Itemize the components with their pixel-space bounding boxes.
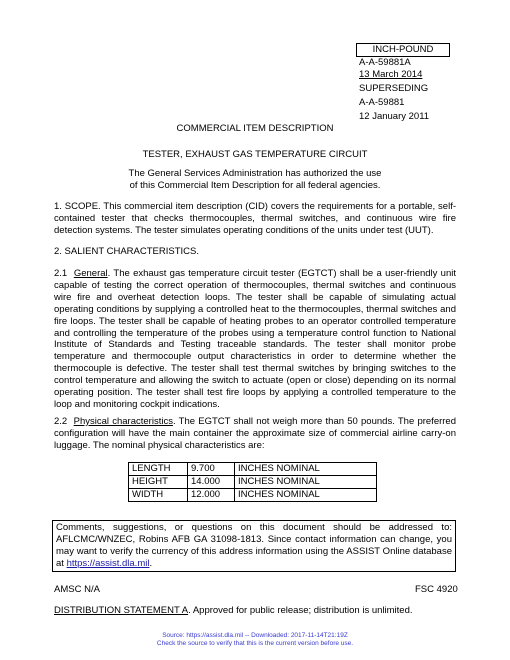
general-paragraph bbox=[54, 268, 456, 411]
table-row bbox=[129, 489, 377, 502]
general-number: 2.1 bbox=[54, 268, 68, 279]
source-line: Source: https://assist.dla.mil -- Downloaded: 2017-11-14T21:19Z bbox=[162, 632, 348, 639]
assist-link[interactable]: https://assist.dla.mil bbox=[66, 558, 150, 569]
amsc-label: AMSC N/A bbox=[54, 584, 100, 595]
physical-number: 2.2 bbox=[54, 416, 68, 427]
document-date: 13 March 2014 bbox=[359, 69, 423, 80]
fsc-label: FSC 4920 bbox=[415, 584, 458, 595]
scope-paragraph: 1. SCOPE. This commercial item description (CID) covers the requirements for a portable, self- contained tester that checks thermocouples, thermal switches, and continuous wire fire detection systems. The tester simulates operating conditions of the units under test (UUT). bbox=[54, 201, 456, 236]
distribution-label: DISTRIBUTION STATEMENT A bbox=[54, 605, 189, 616]
cid-heading: COMMERCIAL ITEM DESCRIPTION bbox=[176, 123, 334, 134]
salient-heading: 2. SALIENT CHARACTERISTICS. bbox=[54, 246, 199, 257]
notice-end: . bbox=[149, 558, 153, 569]
dimension-name: WIDTH bbox=[129, 489, 188, 502]
dimension-unit: INCHES NOMINAL bbox=[235, 489, 377, 502]
dimension-unit: INCHES NOMINAL bbox=[235, 463, 377, 476]
distribution-text: . Approved for public release; distribution is unlimited. bbox=[188, 605, 413, 616]
authorization-line-1: The General Services Administration has authorized the use bbox=[128, 168, 382, 179]
distribution-statement bbox=[54, 605, 413, 617]
dimension-name: LENGTH bbox=[129, 463, 188, 476]
dimension-value: 9.700 bbox=[188, 463, 235, 476]
superseded-number: A-A-59881 bbox=[359, 97, 405, 108]
table-row bbox=[129, 476, 377, 489]
dimension-name: HEIGHT bbox=[129, 476, 188, 489]
superseded-date: 12 January 2011 bbox=[359, 111, 430, 122]
physical-text: . The EGTCT shall not weigh more than 50 pounds. The preferred configuration will have the main container the approximate size of commercial airline carry-on luggage. The nominal physical characteristics are: bbox=[54, 416, 457, 451]
authorization-line-2: of this Commercial Item Description for all federal agencies. bbox=[129, 180, 381, 191]
item-title: TESTER, EXHAUST GAS TEMPERATURE CIRCUIT bbox=[142, 149, 368, 160]
dimension-unit: INCHES NOMINAL bbox=[235, 476, 377, 489]
table-row bbox=[129, 463, 377, 476]
general-label: General bbox=[73, 268, 108, 279]
physical-paragraph bbox=[54, 416, 456, 452]
document-number: A-A-59881A bbox=[359, 57, 411, 68]
verify-line: Check the source to verify that this is the current version before use. bbox=[156, 640, 354, 647]
comments-notice-box bbox=[52, 520, 456, 572]
dimensions-table bbox=[128, 462, 377, 502]
inch-pound-box: INCH-POUND bbox=[356, 43, 450, 57]
dimension-value: 14.000 bbox=[188, 476, 235, 489]
physical-label: Physical characteristics bbox=[73, 416, 173, 427]
dimension-value: 12.000 bbox=[188, 489, 235, 502]
notice-text: Comments, suggestions, or questions on this document should be addressed to: AFLCMC/WNZEC, Robins AFB GA 31098-1813. Since contact information can change, you may want to verify the currency of this address information using the ASSIST Online database at bbox=[56, 522, 452, 569]
general-text: . The exhaust gas temperature circuit tester (EGTCT) shall be a user-friendly unit capable of testing the correct operation of thermocouples, thermal switches and continuous wire fire and overheat detection loops. The tester shall be capable of simulating actual operating conditions by supplying a controlled heat to the thermocouples, thermal switches and fire loops. The tester shall be capable of heating probes to an operator controlled temperature and controlling the temperature of the probes using a temperature control function to National Institute of Standards and Testing traceable standards. The tester shall monitor probe temperature and thermocouple output characteristics in order to determine whether the thermocouple is defective. The tester shall test thermal switches by bringing switches to the control temperature and allowing the switch to actuate (open or close) depending on its normal operating position. The tester shall test fire loops by applying a controlled temperature to the loop and monitoring cockpit indications. bbox=[54, 268, 456, 410]
superseding-label: SUPERSEDING bbox=[359, 83, 429, 94]
